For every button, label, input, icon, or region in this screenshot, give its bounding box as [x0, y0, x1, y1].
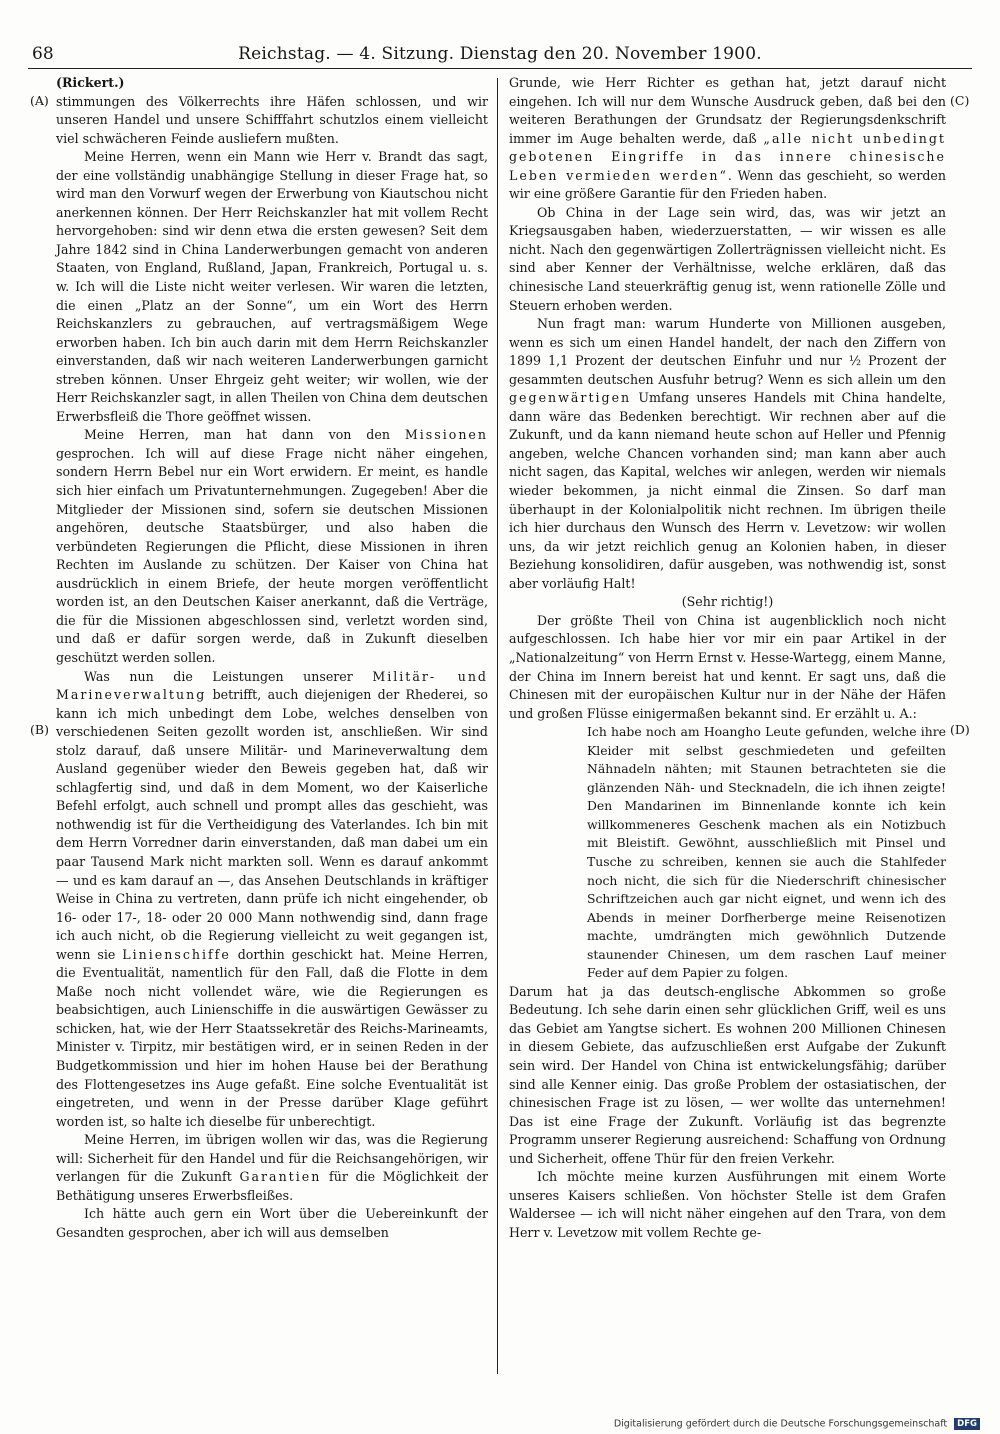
spaced-emphasis: Militär- und Marineverwaltung [56, 668, 488, 703]
digitization-credit [600, 1418, 980, 1430]
paragraph: Grunde, wie Herr Richter es gethan hat, jetzt darauf nicht eingehen. Ich will nur dem Wunsche Ausdruck geben, daß bei den weiteren Berathungen der Grundsatz der Regierungsdenkschrift immer im Auge behalten werde, daß „alle nicht unbedingt gebotenen Eingriffe in das innere chinesische Leben vermieden werden“. Wenn das geschieht, so werden wir eine größere Garantie für den Frieden haben. [509, 75, 946, 202]
header-rule [28, 68, 972, 69]
column-divider [497, 78, 498, 1374]
paragraph: Meine Herren, wenn ein Mann wie Herr v. Brandt das sagt, der eine vollständig unabhängige Stellung in dieser Frage hat, so wird man den Vorwurf wegen der Erwerbung von Kiautschou nicht anerkennen können. Der Herr Reichskanzler hat mit vollem Recht hervorgehoben: sind wir denn etwa die ersten gewesen? Seit dem Jahre 1842 sind in China Landerwerbungen gemacht von anderen Staaten, von England, Rußland, Japan, Frankreich, Portugal u. s. w. Ich will die Liste nicht weiter verlesen. Wir waren die letzten, die einen „Platz an der Sonne“, um ein Wort des Herrn Reichskanzlers zu gebrauchen, auf vertragsmäßigem Wege erworben haben. Ich bin auch darin mit dem Herrn Reichskanzler einverstanden, daß wir nach weiteren Landerwerbungen garnicht streben können. Unser Ehrgeiz geht weiter; wir wollen, wie der Herr Reichskanzler sagt, in allen Theilen von China dem deutschen Erwerbsfleiß die Thore geöffnet wissen. [56, 149, 488, 424]
block-quote: Ich habe noch am Hoangho Leute gefunden, welche ihre Kleider mit selbst geschmiedeten und gefeilten Nähnadeln nähten; mit Staunen betrachteten sie die glänzenden Näh- und Stecknadeln, die ich ihnen zeigte! Den Mandarinen im Binnenlande konnte ich kein willkommeneres Geschenk machen als ein Notizbuch mit Bleistift. Gewöhnt, ausschließlich mit Pinsel und Tusche zu schreiben, kennen sie auch die Stahlfeder noch nicht, die sich für die Niederschrift chinesischer Schriftzeichen auch gar nicht eignet, und wenn ich des Abends in meiner Dorfherberge meine Reisenotizen machte, umdrängten mich gewöhnlich Dutzende staunender Chinesen, um dem raschen Lauf meiner Feder auf dem Papier zu folgen. [587, 724, 946, 981]
paragraph: Ob China in der Lage sein wird, das, was wir jetzt an Kriegsausgaben haben, wiederzuerstatten, — wir wissen es alle nicht. Nach den gegenwärtigen Zollerträgnissen vielleicht nicht. Es sind aber Kenner der Verhältnisse, welche erklären, daß das chinesische Land steuerkräftig genug ist, wenn rationelle Zölle und Steuern erhoben werden. [509, 204, 946, 313]
spaced-emphasis: „alle nicht unbedingt gebotenen Eingriffe in das innere chinesische Leben vermieden werden“ [509, 130, 946, 183]
paragraph: Ich möchte meine kurzen Ausführungen mit einem Worte unseres Kaisers schließen. Von höchster Stelle ist dem Grafen Waldersee — ich will nicht näher eingehen auf den Trara, von dem Herr v. Levetzow mit vollem Rechte ge- [509, 1169, 946, 1240]
spaced-emphasis: gegenwärtigen [509, 390, 632, 406]
page-number: 68 [32, 44, 54, 64]
spaced-emphasis: Garantien [239, 1169, 322, 1185]
paragraph: Ich hätte auch gern ein Wort über die Uebereinkunft der Gesandten gesprochen, aber ich will aus demselben [56, 1206, 488, 1240]
credit-text: Digitalisierung gefördert durch die Deutsche Forschungsgemeinschaft [613, 1418, 948, 1430]
paragraph: stimmungen des Völkerrechts ihre Häfen schlossen, und wir unseren Handel und unsere Schifffahrt schutzlos einem vielleicht viel schwächeren Feinde ausliefern mußten. [56, 93, 488, 146]
spaced-emphasis: Missionen [404, 427, 488, 443]
spaced-emphasis: Linienschiffe [122, 946, 231, 962]
paragraph: Der größte Theil von China ist augenblicklich noch nicht aufgeschlossen. Ich habe hier vor mir ein paar Artikel in der „Nationalzeitung“ von Herrn Ernst v. Hesse-Wartegg, einem Manne, der China im Innern bereist hat und kennt. Er sagt uns, daß die Chinesen mit der europäischen Kultur nur in der Nähe der Häfen und großen Flüsse einigermaßen bekannt sind. Er erzählt u. A.: [509, 612, 946, 721]
paragraph: Meine Herren, man hat dann von den Missionen gesprochen. Ich will auf diese Frage nicht näher eingehen, sondern Herrn Bebel nur ein Wort erwidern. Er meint, es handle sich hier einfach um Privatunternehmungen. Zugegeben! Aber die Mitglieder der Missionen sind, sofern sie deutschen Missionen angehören, deutsche Staatsbürger, und also haben die verbündeten Regierungen die Pflicht, diese Missionen in ihren Rechten im Auslande zu schützen. Der Kaiser von China hat ausdrücklich in einem Briefe, der heute morgen veröffentlicht worden ist, an den Deutschen Kaiser anerkannt, daß die Verträge, die für die Missionen abgeschlossen sind, verletzt worden sind, und daß er dafür sorgen werde, daß in Zukunft dieselben geschützt werden sollen. [56, 427, 488, 665]
right-column [509, 74, 946, 1242]
margin-marker-a: (A) [30, 93, 49, 108]
paragraph: Was nun die Leistungen unserer Militär- und Marineverwaltung betrifft, auch diejenigen der Rhederei, so kann ich mich unbedingt dem Lobe, welches denselben von verschiedenen Seiten gezollt worden ist, anschließen. Wir sind stolz darauf, daß unsere Militär- und Marineverwaltung dem Ausland gegenüber wieder den Beweis gegeben hat, daß wir schlagfertig sind, und daß in dem Moment, wo der Kaiserliche Befehl erfolgt, auch schnell und prompt alles das geschieht, was nothwendig ist für die Vertheidigung des Vaterlandes. Ich bin mit dem Herrn Vorredner darin einverstanden, daß man dabei um ein paar Tausend Mark nicht markten soll. Wenn es darauf ankommt — und es kam darauf an —, das Ansehen Deutschlands in kräftiger Weise in China zu vertreten, dann prüfe ich nicht eingehender, ob 16- oder 17-, 18- oder 20 000 Mann nothwendig sind, dann frage ich auch nicht, ob die Regierung vielleicht zu weit gegangen ist, wenn sie Linienschiffe dorthin geschickt hat. Meine Herren, die Eventualität, namentlich für den Fall, daß die Flotte in dem Maße noch nicht vollendet wäre, wie die Regierungen es beabsichtigen, auch Linienschiffe in die auswärtigen Gewässer zu schicken, hat, wie der Herr Staatssekretär des Reichs-Marineamts, Minister v. Tirpitz, mir bestätigen wird, er in seinen Reden in der Budgetkommission und hier im hohen Hause bei der Berathung des Flottengesetzes ins Auge gefaßt. Eine solche Eventualität ist eingetreten, und wenn in der Presse darüber Klage geführt worden ist, so halte ich dieselbe für unberechtigt. [56, 668, 488, 1129]
speaker-name: (Rickert.) [56, 75, 125, 90]
paragraph: Nun fragt man: warum Hunderte von Millionen ausgeben, wenn es sich um einen Handel handelt, der nach den Ziffern von 1899 1,1 Prozent der deutschen Einfuhr und nur ½ Prozent der gesammten deutschen Ausfuhr betrug? Wenn es sich allein um den gegenwärtigen Umfang unseres Handels mit China handelte, dann wäre das Bedenken berechtigt. Wir rechnen aber auf die Zukunft, und da kann niemand heute schon auf Heller und Pfennig angeben, welche Chancen vorhanden sind; man kann aber auch nicht sagen, das Kapital, welches wir anlegen, werden wir niemals wieder bekommen, ja nicht einmal die Zinsen. So darf man überhaupt in der Kolonialpolitik nicht rechnen. Im übrigen theile ich hier durchaus den Wunsch des Herrn v. Levetzow: wir wollen uns, da wir jetzt reichlich genug an Kolonien haben, in dieser Beziehung konsolidiren, dafür ausgeben, was nothwendig ist, sonst aber vorläufig Halt! [509, 316, 946, 591]
margin-marker-d: (D) [950, 722, 970, 737]
paragraph: Darum hat ja das deutsch-englische Abkommen so große Bedeutung. Ich sehe darin einen sehr glücklichen Griff, weil es uns das Gebiet am Yangtse sichert. Es wohnen 200 Millionen Chinesen in diesem Gebiete, das aufzuschließen erst Aufgabe der Zukunft sein wird. Der Handel von China ist entwickelungsfähig; darüber sind alle Kenner einig. Das große Problem der ostasiatischen, der chinesischen Frage ist zu lösen, — wer wollte das unternehmen! Das ist eine Frage der Zukunft. Vorläufig ist das begrenzte Programm unserer Regierung ausreichend: Schaffung von Ordnung und Sicherheit, offene Thür für den freien Verkehr. [509, 983, 946, 1166]
paragraph: Meine Herren, im übrigen wollen wir das, was die Regierung will: Sicherheit für den Handel und für die Reichsangehörigen, wir verlangen für die Zukunft Garantien für die Möglichkeit der Bethätigung unseres Erwerbsfleißes. [56, 1132, 488, 1203]
interjection: (Sehr richtig!) [681, 594, 774, 610]
left-column [56, 74, 488, 1242]
running-title: Reichstag. — 4. Sitzung. Dienstag den 20. November 1900. [238, 44, 762, 64]
margin-marker-b: (B) [30, 722, 49, 737]
margin-marker-c: (C) [950, 93, 970, 108]
dfg-logo: DFG [954, 1418, 980, 1430]
running-header [28, 42, 972, 68]
